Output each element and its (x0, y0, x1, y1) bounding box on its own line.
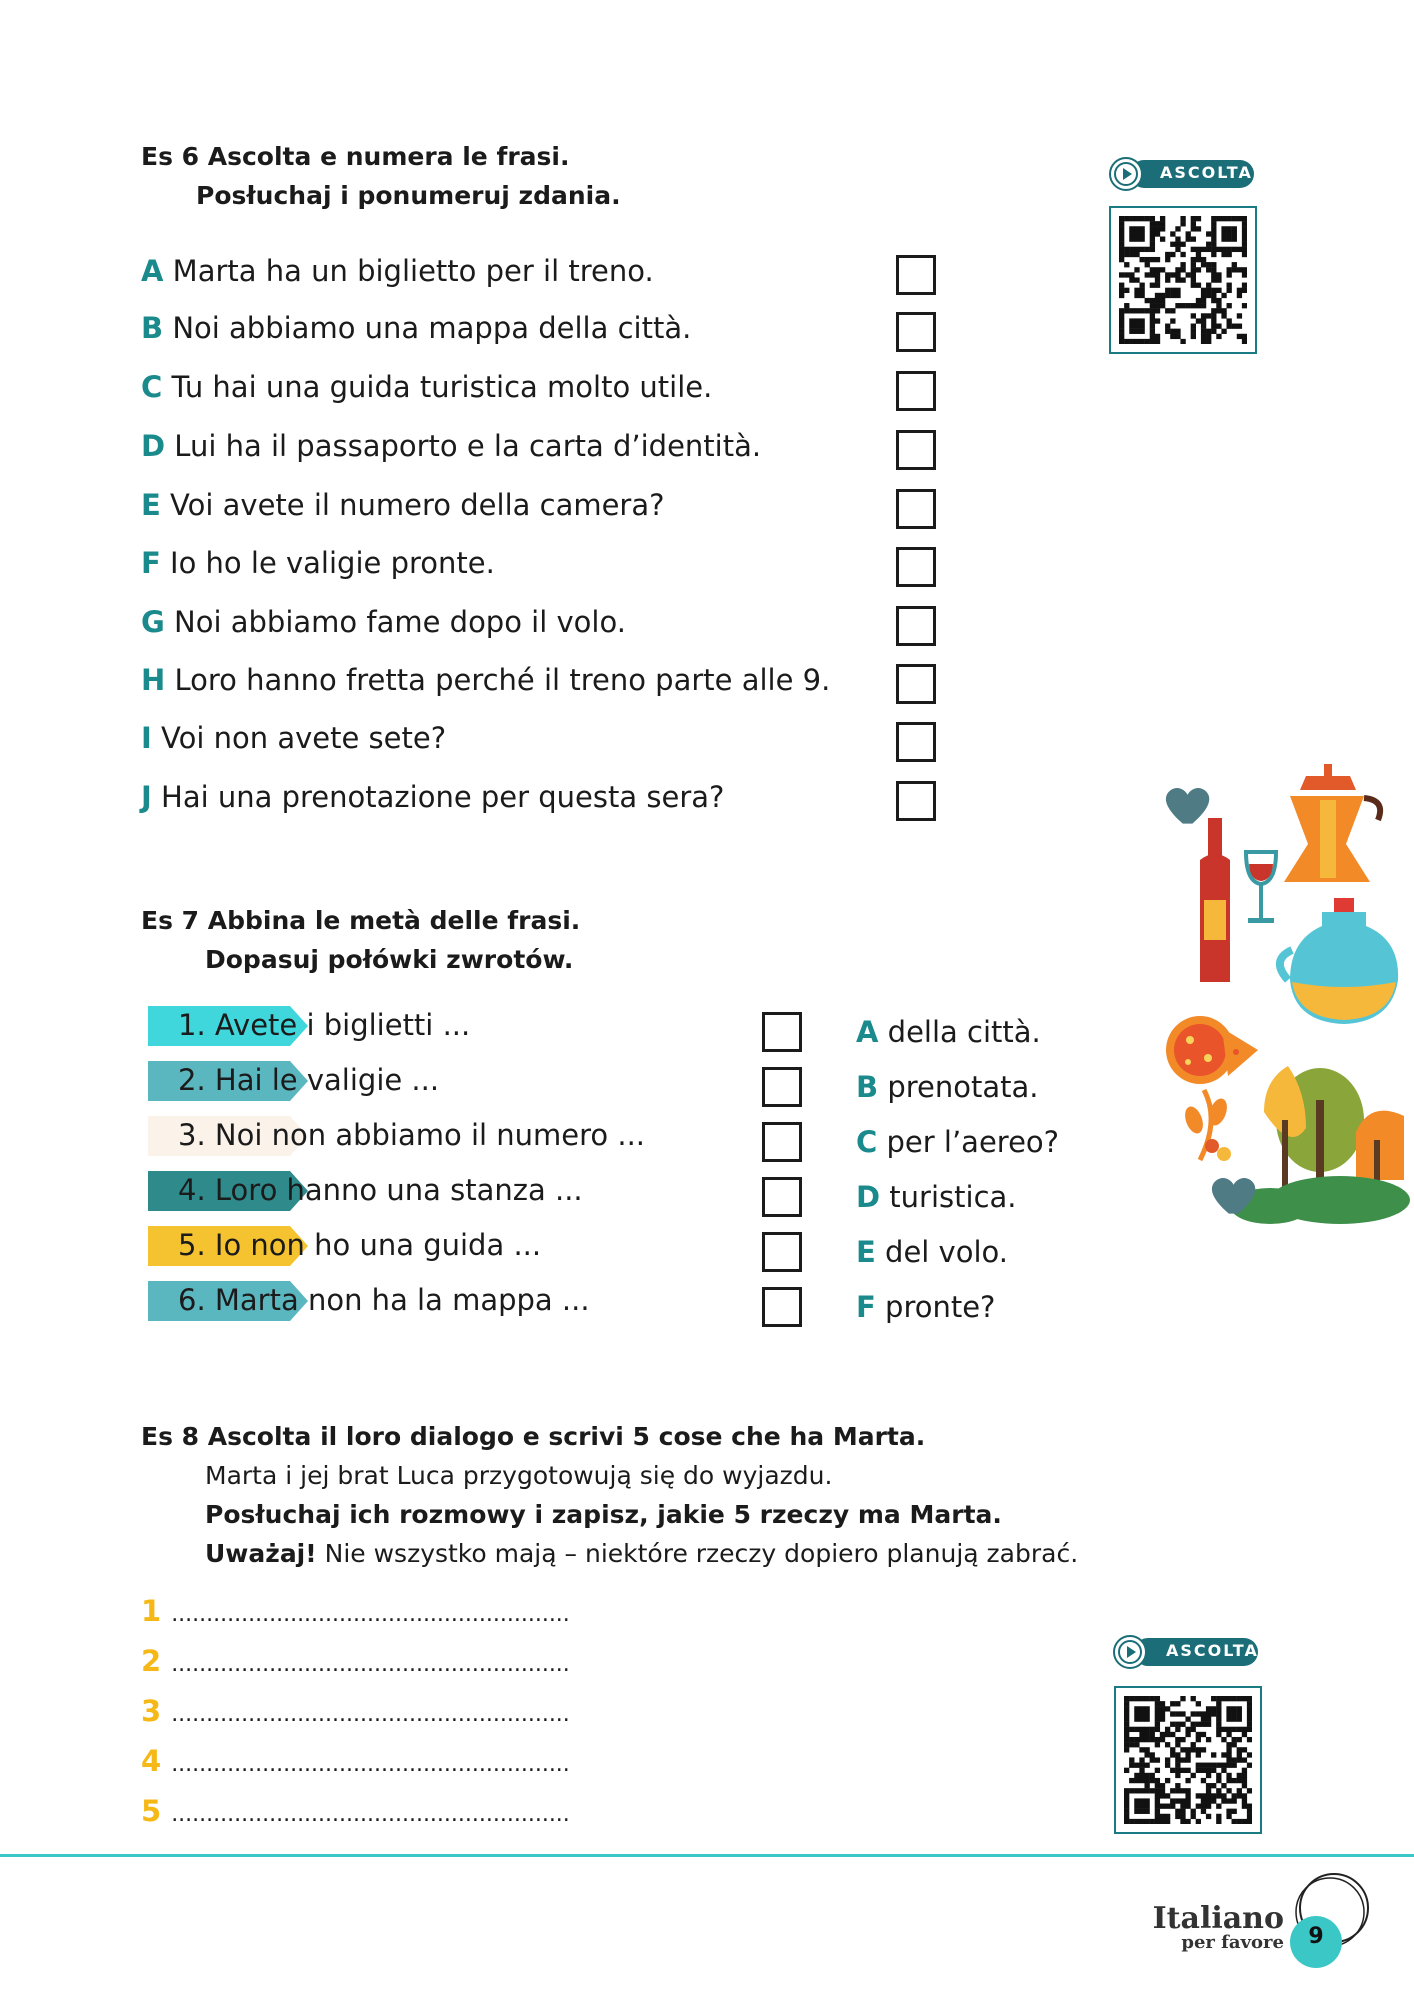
es6-sentence (141, 367, 712, 407)
es6-sentence-text: Noi abbiamo una mappa della città. (172, 311, 692, 345)
es6-sentence-text: Hai una prenotazione per questa sera? (161, 780, 725, 814)
es6-number-box[interactable] (896, 722, 936, 762)
es8-answer-line[interactable] (141, 1744, 570, 1778)
es8-instruction-2: Posłuchaj ich rozmowy i zapisz, jakie 5 rzeczy ma Marta. (205, 1500, 1002, 1529)
es7-sentence-half: 4. Loro hanno una stanza ... (178, 1173, 583, 1207)
footer-rule (0, 1854, 1414, 1857)
es7-answer-box[interactable] (762, 1287, 802, 1327)
es6-sentence (141, 543, 495, 583)
es7-title: Es 7 Abbina le metà delle frasi. (141, 906, 581, 935)
es6-sentence-text: Noi abbiamo fame dopo il volo. (174, 605, 626, 639)
es7-ending-text: della città. (887, 1015, 1041, 1049)
es6-sentence (141, 602, 626, 642)
es8-instruction-3 (205, 1535, 1078, 1573)
qr-code-image (1124, 1696, 1252, 1824)
es7-ending-letter: B (856, 1070, 879, 1104)
es8-answer-number: 5 (141, 1794, 162, 1828)
es6-sentence-letter: B (141, 311, 164, 345)
es6-sentence-letter: G (141, 605, 165, 639)
es8-answer-line[interactable] (141, 1644, 570, 1678)
es6-sentence-text: Lui ha il passaporto e la carta d’identità. (174, 429, 762, 463)
es6-sentence-letter: C (141, 370, 163, 404)
qr-code-image (1119, 216, 1247, 344)
es6-sentence-letter: I (141, 721, 152, 755)
es8-answer-dots: ......................................................... (171, 1702, 570, 1727)
es7-ending-letter: C (856, 1125, 878, 1159)
es6-sentence-letter: J (141, 780, 152, 814)
es8-title: Es 8 Ascolta il loro dialogo e scrivi 5 cose che ha Marta. (141, 1422, 926, 1451)
es6-number-box[interactable] (896, 489, 936, 529)
es6-sentence-letter: H (141, 663, 166, 697)
es7-sentence-half: 2. Hai le valigie ... (178, 1063, 440, 1097)
es6-sentence-text: Loro hanno fretta perché il treno parte alle 9. (174, 663, 831, 697)
es6-sentence-text: Voi avete il numero della camera? (170, 488, 665, 522)
es7-sentence-half: 3. Noi non abbiamo il numero ... (178, 1118, 646, 1152)
es6-sentence-letter: D (141, 429, 166, 463)
es7-answer-box[interactable] (762, 1232, 802, 1272)
es7-ending-text: per l’aereo? (886, 1125, 1060, 1159)
qr-code-es8[interactable] (1114, 1686, 1262, 1834)
es7-ending (856, 1012, 1041, 1052)
italian-food-illustration (1160, 760, 1414, 1240)
es7-subtitle: Dopasuj połówki zwrotów. (205, 945, 574, 974)
es7-ending-letter: A (856, 1015, 879, 1049)
es6-sentence-letter: F (141, 546, 161, 580)
es7-answer-box[interactable] (762, 1012, 802, 1052)
ascolta-button-es6[interactable] (1108, 156, 1258, 192)
ascolta-button-es8[interactable] (1112, 1634, 1262, 1670)
es6-number-box[interactable] (896, 664, 936, 704)
es6-sentence (141, 308, 691, 348)
brand-tagline: per favore (1181, 1932, 1284, 1953)
es7-ending (856, 1122, 1059, 1162)
es8-answer-line[interactable] (141, 1594, 570, 1628)
es6-sentence (141, 718, 446, 758)
es8-answer-number: 4 (141, 1744, 162, 1778)
es7-sentence-half: 6. Marta non ha la mappa ... (178, 1283, 590, 1317)
es8-answer-number: 1 (141, 1594, 162, 1628)
es6-number-box[interactable] (896, 255, 936, 295)
es6-sentence-text: Marta ha un biglietto per il treno. (172, 254, 654, 288)
es7-ending-letter: E (856, 1235, 876, 1269)
page-number-badge (1276, 1864, 1386, 1974)
es6-number-box[interactable] (896, 781, 936, 821)
brand-name: Italiano (1152, 1901, 1284, 1936)
es6-sentence-text: Tu hai una guida turistica molto utile. (171, 370, 713, 404)
es7-ending (856, 1067, 1039, 1107)
es7-ending (856, 1232, 1008, 1272)
es6-sentence (141, 660, 830, 700)
es6-sentence-letter: A (141, 254, 164, 288)
es6-number-box[interactable] (896, 312, 936, 352)
es7-ending (856, 1177, 1017, 1217)
es6-sentence (141, 426, 761, 466)
es8-answer-number: 2 (141, 1644, 162, 1678)
brand-logo (1150, 1901, 1284, 1953)
es8-answer-dots: ......................................................... (171, 1752, 570, 1777)
es7-sentence-half: 1. Avete i biglietti ... (178, 1008, 471, 1042)
ascolta-label: ASCOLTA (1166, 1641, 1259, 1660)
es8-answer-number: 3 (141, 1694, 162, 1728)
es7-ending-text: del volo. (885, 1235, 1008, 1269)
es7-answer-box[interactable] (762, 1122, 802, 1162)
es8-warning-rest: Nie wszystko mają – niektóre rzeczy dopiero planują zabrać. (316, 1539, 1079, 1568)
es6-title: Es 6 Ascolta e numera le frasi. (141, 142, 570, 171)
es6-sentence (141, 777, 724, 817)
es6-sentence-text: Voi non avete sete? (161, 721, 447, 755)
es6-sentence (141, 251, 654, 291)
es8-warning: Uważaj! (205, 1539, 317, 1568)
es7-ending-text: turistica. (889, 1180, 1017, 1214)
es8-answer-dots: ......................................................... (171, 1602, 570, 1627)
es6-number-box[interactable] (896, 430, 936, 470)
es6-number-box[interactable] (896, 606, 936, 646)
es7-ending-letter: F (856, 1290, 876, 1324)
es6-sentence (141, 485, 665, 525)
es7-answer-box[interactable] (762, 1177, 802, 1217)
es8-answer-dots: ......................................................... (171, 1652, 570, 1677)
es8-answer-line[interactable] (141, 1694, 570, 1728)
es6-number-box[interactable] (896, 547, 936, 587)
es7-ending (856, 1287, 995, 1327)
ascolta-label: ASCOLTA (1160, 163, 1253, 182)
es6-number-box[interactable] (896, 371, 936, 411)
es6-sentence-text: Io ho le valigie pronte. (170, 546, 495, 580)
qr-code-es6[interactable] (1109, 206, 1257, 354)
es8-answer-line[interactable] (141, 1794, 570, 1828)
es7-ending-text: pronte? (885, 1290, 996, 1324)
es7-ending-letter: D (856, 1180, 881, 1214)
page-number: 9 (1308, 1924, 1324, 1949)
es7-sentence-half: 5. Io non ho una guida ... (178, 1228, 542, 1262)
es7-answer-box[interactable] (762, 1067, 802, 1107)
es8-instruction-1: Marta i jej brat Luca przygotowują się do wyjazdu. (205, 1461, 833, 1490)
es8-answer-dots: ......................................................... (171, 1802, 570, 1827)
es7-ending-text: prenotata. (887, 1070, 1039, 1104)
es6-sentence-letter: E (141, 488, 161, 522)
es6-subtitle: Posłuchaj i ponumeruj zdania. (196, 181, 621, 210)
